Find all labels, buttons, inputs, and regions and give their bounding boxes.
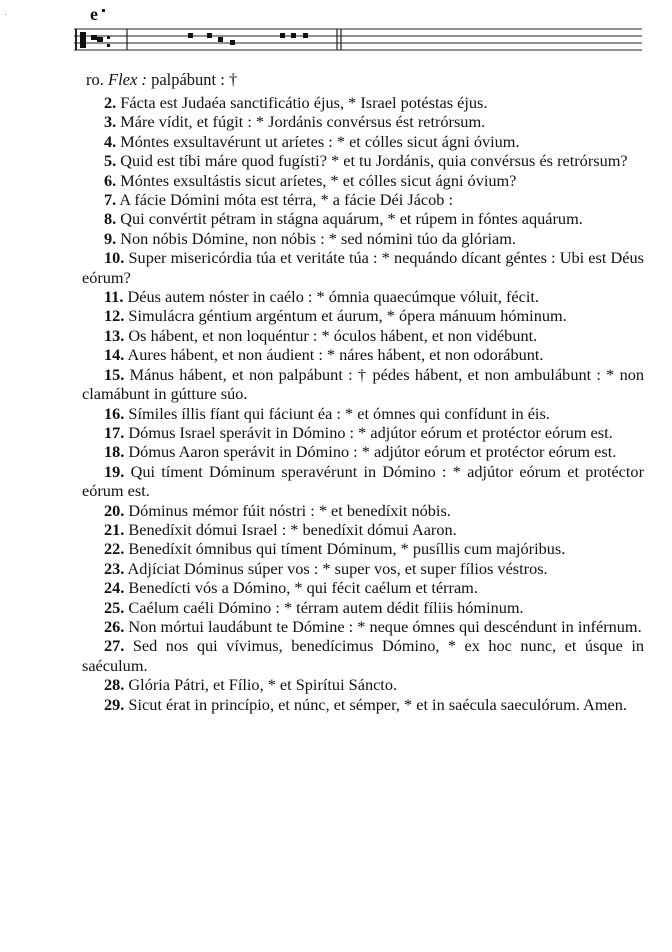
verse-number: 19. — [104, 461, 125, 481]
verse-number: 21. — [104, 519, 125, 539]
verse-text: Móntes exsultavérunt ut aríetes : * et cólles sicut ágni óvium. — [116, 131, 520, 151]
verse-number: 25. — [104, 597, 125, 617]
intro-prefix: ro. — [86, 70, 104, 89]
psalm-verse — [82, 617, 644, 636]
verse-text: Qui tíment Dóminum speravérunt in Dómino : * adjútor eórum et protéctor eórum est. — [82, 461, 644, 501]
flex-text: palpábunt : † — [151, 70, 238, 89]
verse-text: Máre vídit, et fúgit : * Jordánis convérsus ést retrórsum. — [116, 112, 486, 132]
flex-intro — [86, 70, 237, 90]
verse-number: 27. — [104, 636, 125, 656]
psalm-verse — [82, 171, 644, 190]
verse-text: A fácie Dómini móta est térra, * a fácie Déi Jácob : — [116, 190, 454, 210]
flex-label: Flex : — [108, 70, 147, 89]
verse-number: 14. — [104, 345, 125, 365]
verse-text: Dómus Israel sperávit in Dómino : * adjútor eórum et protéctor eórum est. — [124, 422, 613, 442]
neumes — [80, 32, 308, 48]
verse-text: Fácta est Judaéa sanctificátio éjus, * Israel potéstas éjus. — [116, 93, 488, 112]
psalm-verse — [82, 501, 644, 520]
verse-text: Benedícti vós a Dómino, * qui fécit caélum et térram. — [124, 578, 478, 598]
verse-number: 22. — [104, 539, 125, 559]
verse-number: 29. — [104, 694, 125, 714]
verse-text: Adjíciat Dóminus súper vos : * super vos, et super fílios véstros. — [124, 558, 548, 578]
verse-text: Déus autem nóster in caélo : * ómnia quaecúmque vóluit, fécit. — [123, 287, 539, 307]
staff-bars — [76, 29, 341, 50]
clef-icon — [80, 32, 86, 40]
psalm-verse — [82, 248, 644, 287]
verse-number: 20. — [104, 500, 125, 520]
verse-text: Qui convértit pétram in stágna aquárum, * et rúpem in fóntes aquárum. — [116, 209, 583, 229]
verse-text: Super misericórdia túa et veritáte túa : * nequándo dícant géntes : Ubi est Déus eórum? — [82, 248, 644, 287]
psalm-verse — [82, 306, 644, 325]
psalm-verse — [82, 404, 644, 423]
clef-letter-dot — [102, 9, 105, 12]
psalm-verse — [82, 287, 644, 306]
verse-number: 7. — [104, 190, 117, 210]
psalm-verse — [82, 345, 644, 364]
verse-text: Non mórtui laudábunt te Dómine : * neque ómnes qui descéndunt in inférnum. — [124, 616, 642, 636]
verse-text: Sed nos qui vívimus, benedícimus Dómino, * ex hoc nunc, et úsque in saéculum. — [82, 636, 644, 675]
psalm-verses — [82, 93, 644, 714]
verse-number: 23. — [104, 558, 125, 578]
verse-text: Símiles íllis fíant qui fáciunt éa : * et ómnes qui confídunt in éis. — [124, 403, 550, 423]
psalm-verse — [82, 695, 644, 714]
verse-text: Mánus hábent, et non palpábunt : † pédes hábent, et non ambulábunt : * non clamábunt in gútture súo. — [82, 364, 644, 404]
verse-number: 9. — [104, 228, 117, 248]
verse-text: Caélum caéli Dómino : * térram autem dédit fíliis hóminum. — [124, 597, 524, 617]
verse-number: 10. — [104, 248, 125, 268]
verse-number: 15. — [104, 364, 125, 384]
verse-text: Quid est tíbi máre quod fugísti? * et tu Jordánis, quia convérsus és retrórsum? — [116, 151, 628, 171]
verse-text: Dóminus mémor fúit nóstri : * et benedíxit nóbis. — [124, 500, 451, 520]
psalm-verse — [82, 112, 644, 131]
verse-number: 11. — [104, 287, 124, 307]
verse-number: 17. — [104, 422, 125, 442]
verse-text: Os hábent, et non loquéntur : * óculos hábent, et non vidébunt. — [124, 325, 538, 345]
verse-number: 8. — [104, 209, 117, 229]
psalm-verse — [82, 365, 644, 404]
verse-number: 28. — [104, 675, 125, 695]
psalm-verse — [82, 190, 644, 209]
verse-number: 4. — [104, 131, 117, 151]
verse-number: 3. — [104, 112, 117, 132]
verse-number: 5. — [104, 151, 117, 171]
psalm-verse — [82, 539, 644, 558]
verse-number: 6. — [104, 170, 117, 190]
psalm-verse — [82, 326, 644, 345]
verse-text: Simulácra géntium argéntum et áurum, * ópera mánuum hóminum. — [124, 306, 567, 326]
verse-text: Benedíxit dómui Israel : * benedíxit dómui Aaron. — [124, 519, 457, 539]
verse-text: Móntes exsultástis sicut aríetes, * et cólles sicut ágni óvium? — [116, 170, 517, 190]
clef-letter: e — [90, 4, 98, 24]
verse-number: 18. — [104, 442, 125, 462]
verse-number: 2. — [104, 93, 117, 112]
psalm-verse — [82, 675, 644, 694]
verse-number: 13. — [104, 325, 125, 345]
psalm-verse — [82, 132, 644, 151]
psalm-verse — [82, 93, 644, 112]
psalm-verse — [82, 209, 644, 228]
psalm-verse — [82, 442, 644, 461]
psalm-verse — [82, 462, 644, 501]
psalm-verse — [82, 578, 644, 597]
verse-number: 26. — [104, 616, 125, 636]
psalm-verse — [82, 559, 644, 578]
verse-text: Benedíxit ómnibus qui tíment Dóminum, * pusíllis cum majóribus. — [124, 539, 566, 559]
verse-text: Sicut érat in princípio, et núnc, et sémper, * et in saécula saeculórum. Amen. — [124, 694, 627, 714]
margin-mark: · — [4, 10, 8, 21]
verse-text: Non nóbis Dómine, non nóbis : * sed nómini túo da glóriam. — [116, 228, 516, 248]
verse-text: Aures hábent, et non áudient : * náres hábent, et non odorábunt. — [124, 345, 544, 365]
verse-number: 16. — [104, 403, 125, 423]
verse-text: Glória Pátri, et Fílio, * et Spirítui Sáncto. — [124, 675, 398, 695]
verse-text: Dómus Aaron sperávit in Dómino : * adjútor eórum et protéctor eórum est. — [124, 442, 617, 462]
chant-staff — [70, 0, 642, 62]
verse-number: 12. — [104, 306, 125, 326]
psalm-verse — [82, 229, 644, 248]
psalm-verse — [82, 636, 644, 675]
psalm-verse — [82, 520, 644, 539]
psalm-verse — [82, 423, 644, 442]
psalm-verse — [82, 598, 644, 617]
verse-number: 24. — [104, 578, 125, 598]
staff-lines — [74, 29, 642, 50]
psalm-verse — [82, 151, 644, 170]
